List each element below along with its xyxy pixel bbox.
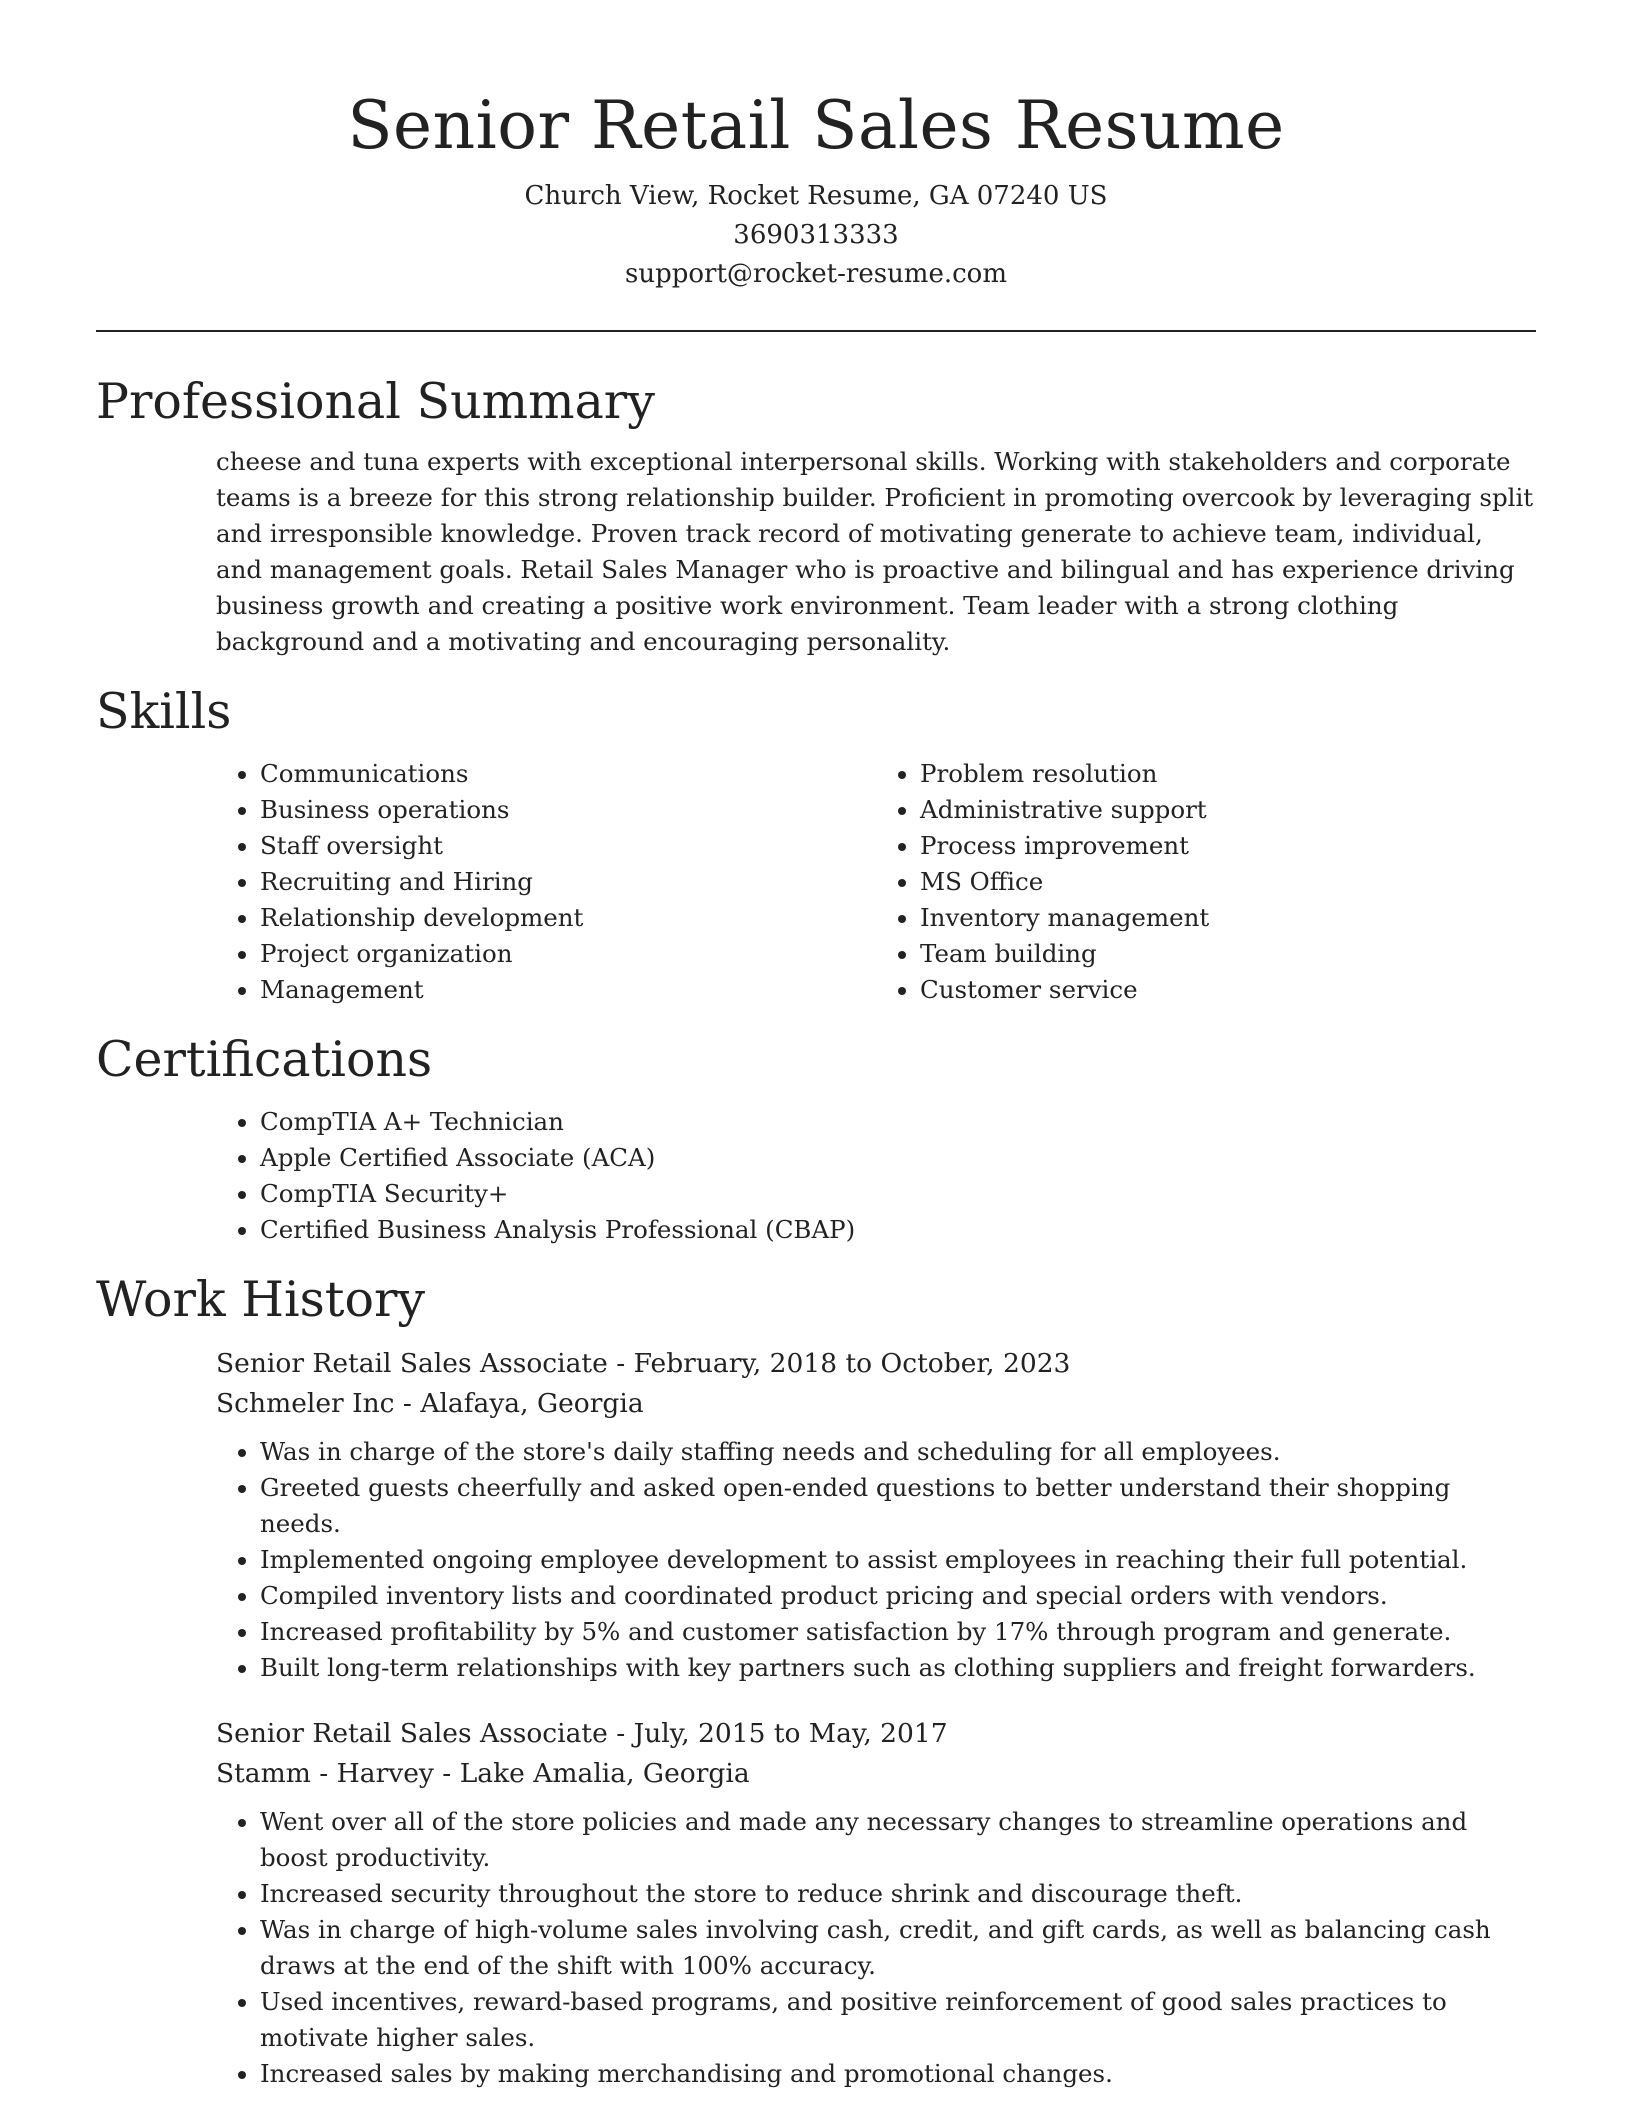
job-dates: February, 2018 to October, 2023 [633,1348,1071,1379]
work-history-section [96,1270,1536,2092]
list-item: • Problem resolution [920,756,1536,792]
contact-address: Church View, Rocket Resume, GA 07240 US [524,181,1108,211]
list-item: • Relationship development [260,900,876,936]
list-item: • Inventory management [920,900,1536,936]
work-history-heading: Work History [96,1271,426,1328]
list-item: • CompTIA Security+ [260,1176,1536,1212]
summary-body [216,444,1536,660]
list-item: • Project organization [260,936,876,972]
job-location: Alafaya, Georgia [420,1388,644,1419]
summary-heading: Professional Summary [96,373,655,430]
job-title-line: Senior Retail Sales Associate - February, 2018 to October, 2023 [216,1348,1071,1379]
resume-title: Senior Retail Sales Resume [347,87,1285,164]
list-item: • Increased security throughout the store to reduce shrink and discourage theft. [260,1876,1536,1912]
contact-phone: 3690313333 [733,220,899,250]
list-item: • MS Office [920,864,1536,900]
list-item: • Apple Certified Associate (ACA) [260,1140,1536,1176]
list-item: • Used incentives, reward-based programs, and positive reinforcement of good sales practices to motivate higher sales. [260,1984,1536,2056]
list-item: • Customer service [920,972,1536,1008]
list-item: • Certified Business Analysis Professional (CBAP) [260,1212,1536,1248]
job-entry [216,1344,1536,1686]
job-company: Schmeler Inc [216,1388,395,1419]
job-entry [216,1714,1536,2092]
list-item: • Went over all of the store policies and made any necessary changes to streamline operations and boost productivity. [260,1804,1536,1876]
job-company: Stamm - Harvey [216,1758,434,1789]
contact-email: support@rocket-resume.com [624,259,1007,289]
list-item: • Process improvement [920,828,1536,864]
job-title: Senior Retail Sales Associate [216,1718,608,1749]
certifications-heading: Certifications [96,1031,433,1088]
summary-text: cheese and tuna experts with exceptional interpersonal skills. Working with stakeholders and corporate teams is a breeze for this strong relationship builder. Proficient in promoting overcook by leveraging split and irresponsible knowledge. Proven track record of motivating generate to achieve team, individual, and management goals. Retail Sales Manager who is proactive and bilingual and has experience driving business growth and creating a positive work environment. Team leader with a strong clothing background and a motivating and encouraging personality. [216,447,1534,656]
list-item: • Built long-term relationships with key partners such as clothing suppliers and freight forwarders. [260,1650,1536,1686]
list-item: • CompTIA A+ Technician [260,1104,1536,1140]
skills-heading: Skills [96,683,232,740]
job-company-line: Stamm - Harvey - Lake Amalia, Georgia [216,1758,750,1789]
list-item: • Recruiting and Hiring [260,864,876,900]
job-bullets [216,1434,1536,1686]
job-location: Lake Amalia, Georgia [459,1758,750,1789]
list-item: • Increased sales by making merchandising and promotional changes. [260,2056,1536,2092]
list-item: • Communications [260,756,876,792]
list-item: • Implemented ongoing employee development to assist employees in reaching their full potential. [260,1542,1536,1578]
job-title-line: Senior Retail Sales Associate - July, 2015 to May, 2017 [216,1718,948,1749]
skills-section [96,682,1536,1008]
list-item: • Was in charge of the store's daily staffing needs and scheduling for all employees. [260,1434,1536,1470]
list-item: • Greeted guests cheerfully and asked open-ended questions to better understand their shopping needs. [260,1470,1536,1542]
resume-header [96,0,1536,294]
job-dates: July, 2015 to May, 2017 [633,1718,948,1749]
list-item: • Team building [920,936,1536,972]
list-item: • Business operations [260,792,876,828]
list-item: • Staff oversight [260,828,876,864]
skills-list-left [216,756,876,1008]
list-item: • Management [260,972,876,1008]
certifications-section [96,1030,1536,1248]
certifications-list [216,1104,1536,1248]
list-item: • Increased profitability by 5% and customer satisfaction by 17% through program and generate. [260,1614,1536,1650]
skills-list-right [876,756,1536,1008]
header-divider [96,330,1536,332]
list-item: • Administrative support [920,792,1536,828]
list-item: • Compiled inventory lists and coordinated product pricing and special orders with vendors. [260,1578,1536,1614]
job-company-line: Schmeler Inc - Alafaya, Georgia [216,1388,644,1419]
contact-block [96,177,1536,294]
skills-grid [216,756,1536,1008]
certifications-body [216,1104,1536,1248]
resume-page [96,0,1536,2092]
job-bullets [216,1804,1536,2092]
job-title: Senior Retail Sales Associate [216,1348,608,1379]
summary-section [96,372,1536,660]
list-item: • Was in charge of high-volume sales involving cash, credit, and gift cards, as well as balancing cash draws at the end of the shift with 100% accuracy. [260,1912,1536,1984]
